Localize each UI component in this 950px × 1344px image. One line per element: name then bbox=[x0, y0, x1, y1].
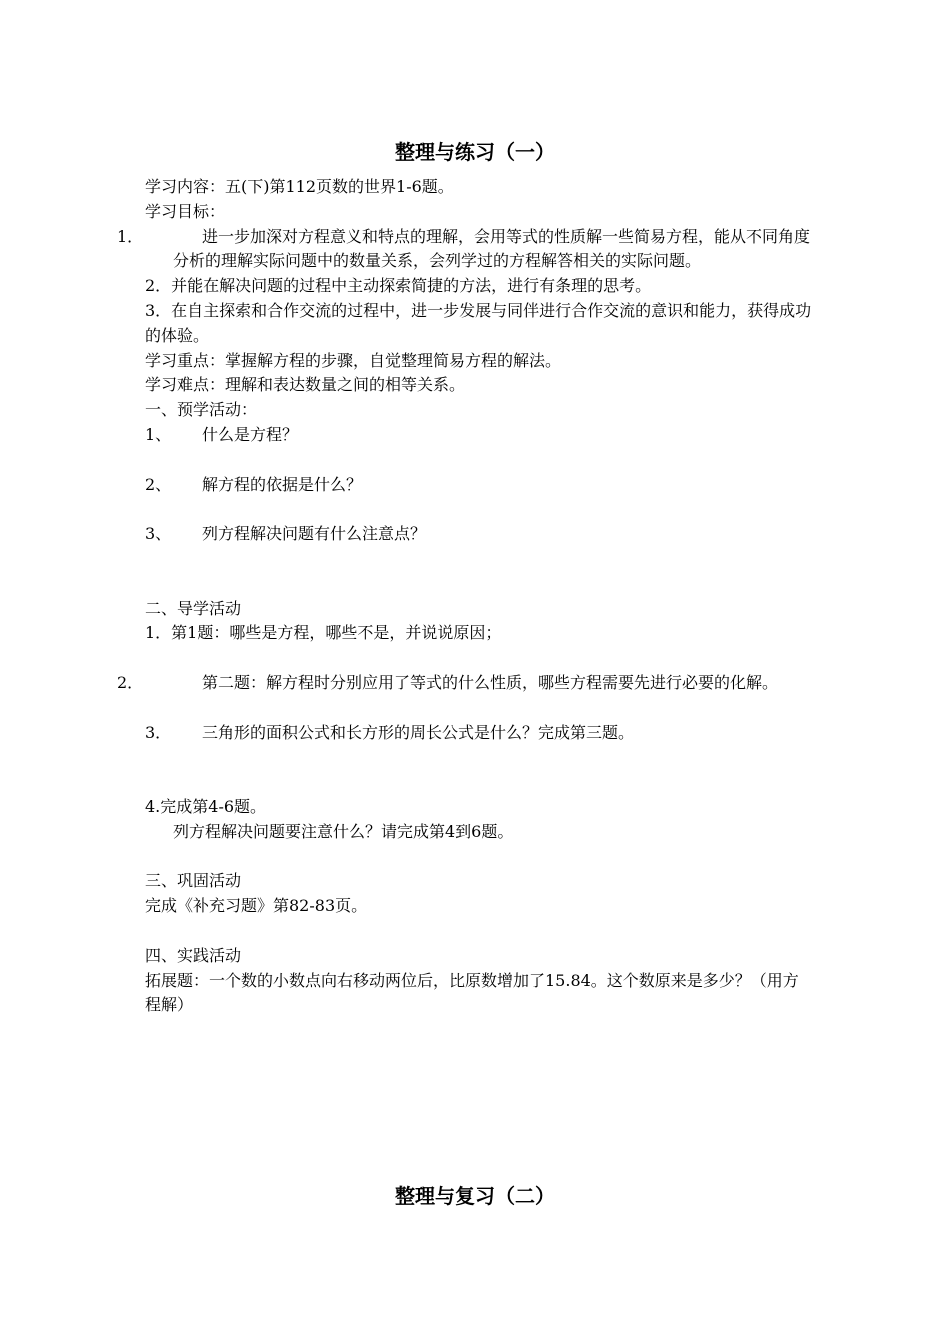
preview-question-2 bbox=[145, 473, 813, 498]
section-practice-heading: 四、实践活动 bbox=[145, 945, 242, 965]
guide-3-text: 三角形的面积公式和长方形的周长公式是什么？完成第三题。 bbox=[202, 722, 635, 742]
guide-item-3 bbox=[145, 721, 813, 746]
lesson-title: 整理与练习（一） bbox=[395, 140, 555, 164]
preview-2-number: 2、 bbox=[145, 474, 172, 494]
guide-item-2 bbox=[117, 671, 813, 696]
guide-2-number: 2． bbox=[117, 672, 144, 692]
consolidate-text: 完成《补充习题》第82-83页。 bbox=[145, 896, 368, 916]
key-point: 学习重点：掌握解方程的步骤，自觉整理简易方程的解法。 bbox=[145, 350, 562, 370]
preview-question-3 bbox=[145, 522, 813, 547]
goal-1-number: 1． bbox=[117, 226, 144, 246]
guide-item-4-detail: 列方程解决问题要注意什么？请完成第4到6题。 bbox=[173, 821, 514, 841]
next-lesson-title: 整理与复习（二） bbox=[395, 1184, 555, 1208]
goal-item-2: 2．并能在解决问题的过程中主动探索简捷的方法，进行有条理的思考。 bbox=[145, 276, 652, 296]
guide-item-4: 4.完成第4-6题。 bbox=[145, 796, 267, 816]
guide-item-1: 1．第1题：哪些是方程，哪些不是，并说说原因； bbox=[145, 623, 502, 643]
goal-item-3: 3．在自主探索和合作交流的过程中，进一步发展与同伴进行合作交流的意识和能力，获得成功的体验。 bbox=[145, 300, 812, 345]
learning-content: 学习内容：五(下)第112页数的世界1-6题。 bbox=[145, 177, 454, 196]
difficulty: 学习难点：理解和表达数量之间的相等关系。 bbox=[145, 375, 466, 395]
guide-2-text: 第二题：解方程时分别应用了等式的什么性质，哪些方程需要先进行必要的化解。 bbox=[202, 672, 779, 692]
section-guide-heading: 二、导学活动 bbox=[145, 598, 242, 618]
guide-3-number: 3． bbox=[145, 722, 172, 742]
goals-label: 学习目标： bbox=[145, 201, 226, 221]
preview-3-number: 3、 bbox=[145, 524, 172, 544]
section-preview-heading: 一、预学活动： bbox=[145, 400, 258, 420]
extension-problem: 拓展题：一个数的小数点向右移动两位后，比原数增加了15.84。这个数原来是多少？（用方程解） bbox=[145, 970, 799, 1015]
preview-question-1 bbox=[145, 423, 813, 448]
section-consolidate-heading: 三、巩固活动 bbox=[145, 871, 242, 891]
document-body bbox=[117, 175, 813, 1018]
preview-2-text: 解方程的依据是什么？ bbox=[202, 474, 363, 494]
preview-3-text: 列方程解决问题有什么注意点？ bbox=[202, 524, 427, 544]
goal-item-1 bbox=[117, 225, 813, 275]
goal-1-text: 进一步加深对方程意义和特点的理解，会用等式的性质解一些简易方程，能从不同角度分析的理解实际问题中的数量关系，会列学过的方程解答相关的实际问题。 bbox=[173, 226, 811, 271]
preview-1-text: 什么是方程？ bbox=[202, 424, 299, 444]
preview-1-number: 1、 bbox=[145, 424, 172, 444]
